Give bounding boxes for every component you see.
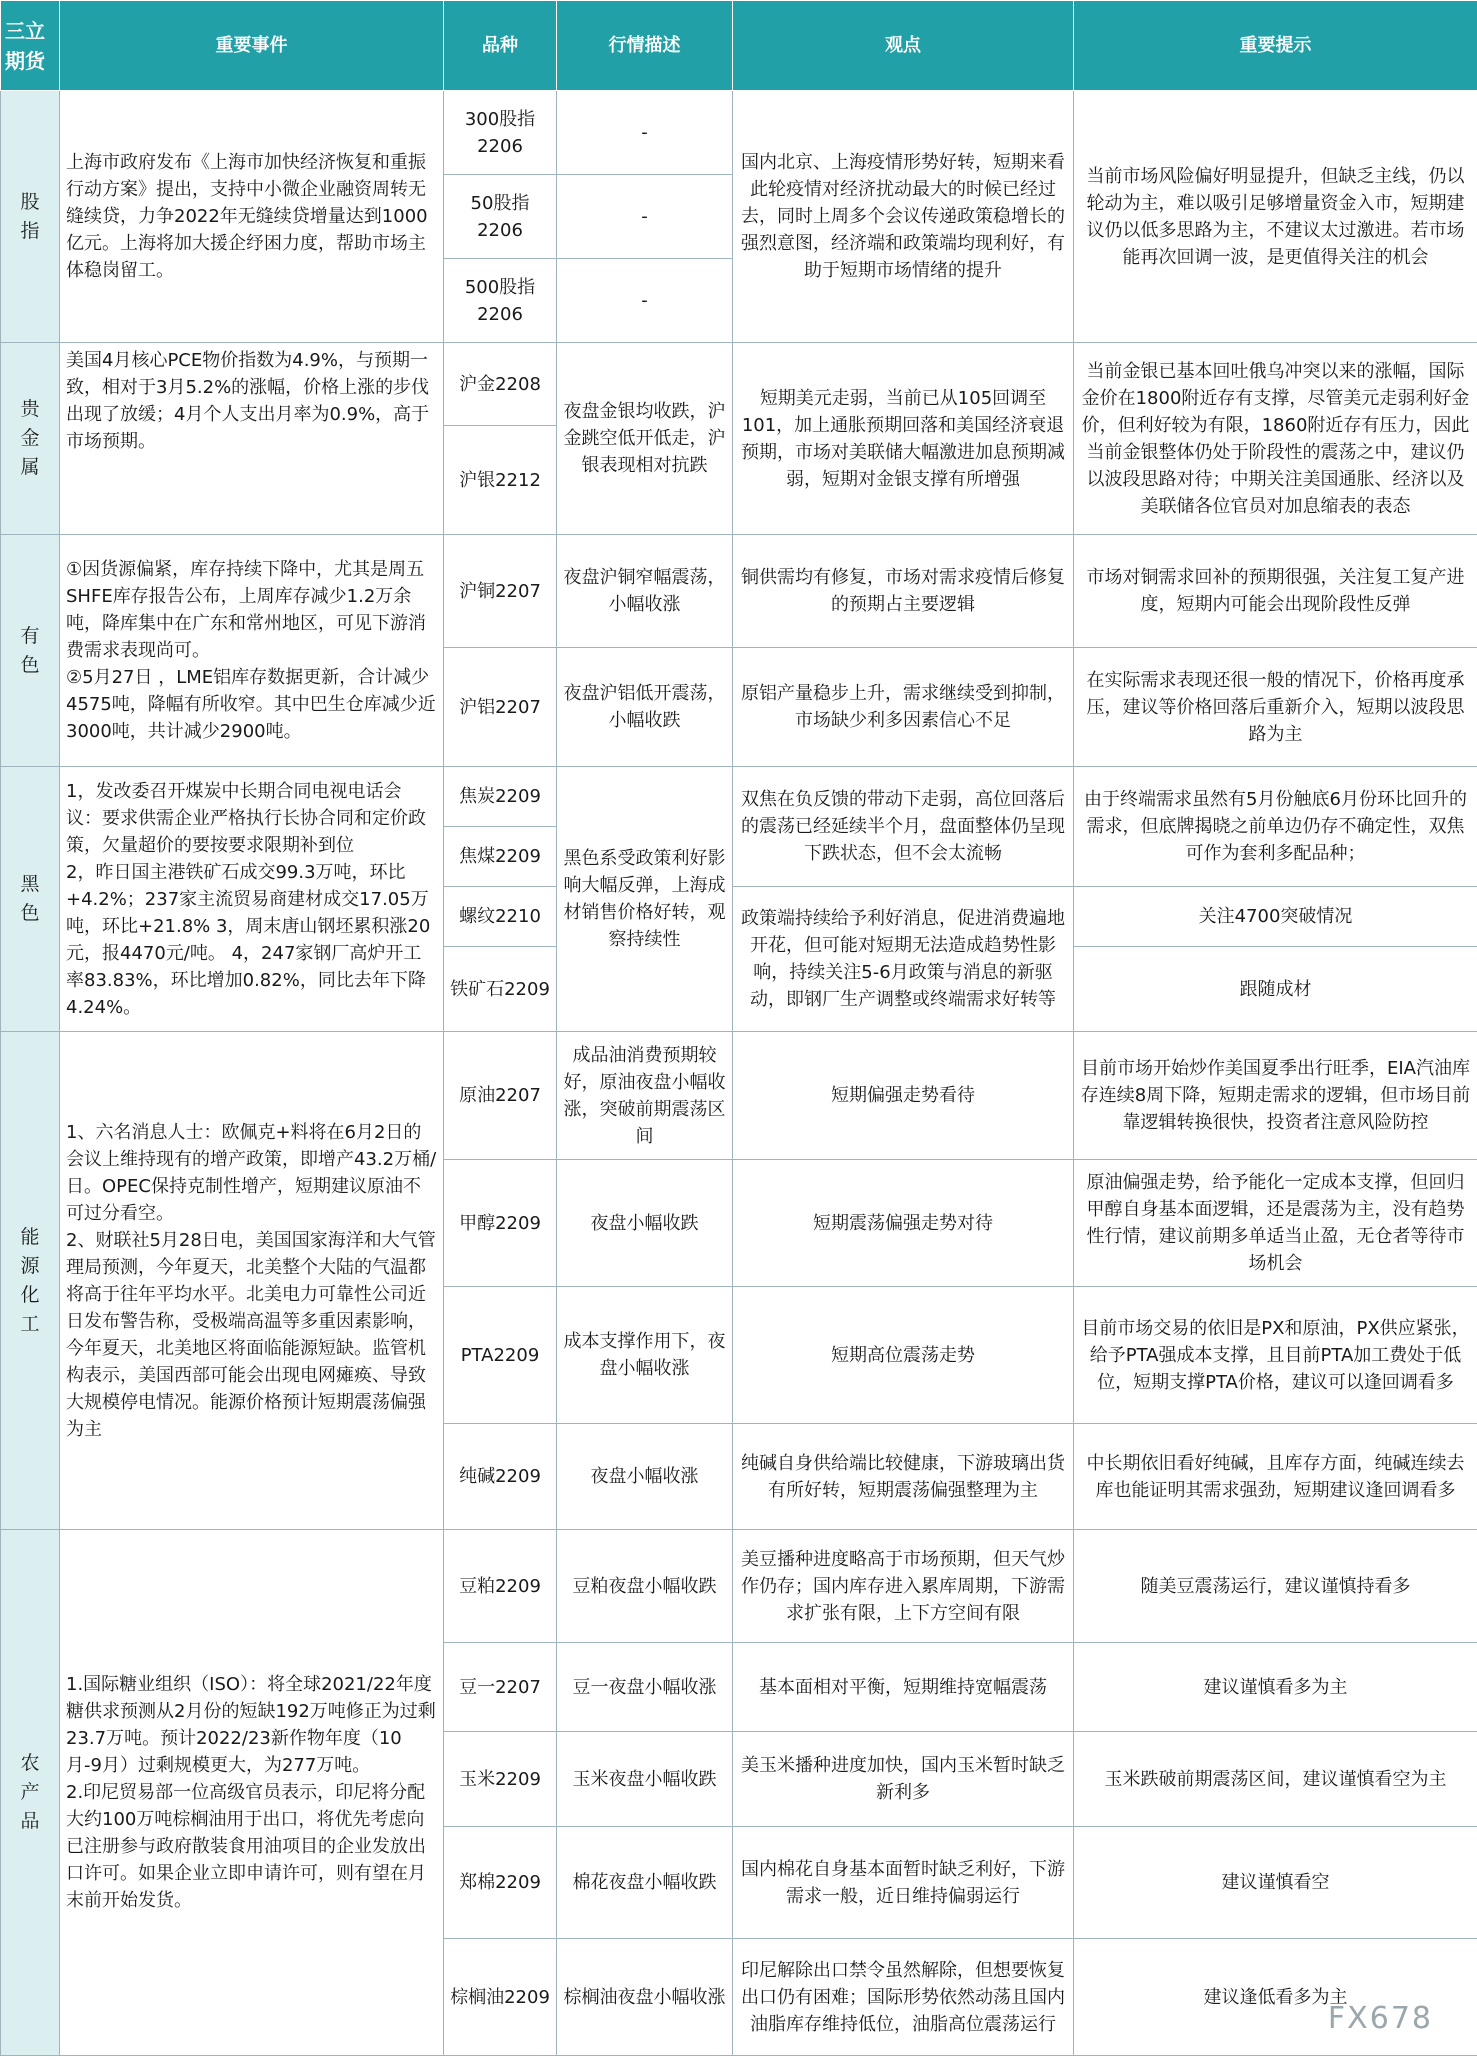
tip-cell: 建议谨慎看空 [1074,1827,1477,1939]
market-cell: 棉花夜盘小幅收跌 [557,1827,733,1939]
contract-cell: 棕榈油2209 [444,1939,557,2056]
market-cell: 夜盘沪铜窄幅震荡，小幅收涨 [557,535,733,648]
sector-label-energy: 能源化工 [1,1032,60,1530]
view-cell: 铜供需均有修复，市场对需求疫情后修复的预期占主要逻辑 [733,535,1074,648]
contract-cell: 焦煤2209 [444,827,557,887]
col-market-header: 行情描述 [557,1,733,91]
contract-cell: 500股指2206 [444,259,557,343]
table-row [1,1530,1477,1643]
table-row [1,343,1477,426]
contract-cell: 甲醇2209 [444,1160,557,1287]
view-cell: 国内棉花自身基本面暂时缺乏利好，下游需求一般，近日维持偏弱运行 [733,1827,1074,1939]
contract-cell: 原油2207 [444,1032,557,1160]
sector-label-agri: 农产品 [1,1530,60,2056]
col-contract-header: 品种 [444,1,557,91]
market-cell: - [557,91,733,175]
market-cell: 棕榈油夜盘小幅收涨 [557,1939,733,2056]
view-cell: 短期高位震荡走势 [733,1287,1074,1424]
col-event-header: 重要事件 [60,1,444,91]
tip-cell: 目前市场开始炒作美国夏季出行旺季，EIA汽油库存连续8周下降，短期走需求的逻辑，但市场目前靠逻辑转换很快，投资者注意风险防控 [1074,1032,1477,1160]
table-row [1,91,1477,175]
contract-cell: 焦炭2209 [444,767,557,827]
sector-label-nonferrous: 有色 [1,535,60,767]
view-cell: 短期偏强走势看待 [733,1032,1074,1160]
sector-label-metal: 贵金属 [1,343,60,535]
tip-cell: 建议谨慎看多为主 [1074,1643,1477,1732]
tip-metal: 当前金银已基本回吐俄乌冲突以来的涨幅，国际金价在1800附近存有支撑，尽管美元走弱利好金价，但利好较为有限，1860附近存有压力，因此当前金银整体仍处于阶段性的震荡之中，建议仍以波段思路对待；中期关注美国通胀、经济以及美联储各位官员对加息缩表的表态 [1074,343,1477,535]
view-ferrous-steel: 政策端持续给予利好消息，促进消费遍地开花，但可能对短期无法造成趋势性影响，持续关注5-6月政策与消息的新驱动，即钢厂生产调整或终端需求好转等 [733,887,1074,1032]
tip-cell: 市场对铜需求回补的预期很强，关注复工复产进度，短期内可能会出现阶段性反弹 [1074,535,1477,648]
market-cell: 成品油消费预期较好，原油夜盘小幅收涨，突破前期震荡区间 [557,1032,733,1160]
view-cell: 美豆播种进度略高于市场预期，但天气炒作仍存；国内库存进入累库周期，下游需求扩张有限，上下方空间有限 [733,1530,1074,1643]
contract-cell: 50股指2206 [444,175,557,259]
market-cell: - [557,175,733,259]
view-cell: 基本面相对平衡，短期维持宽幅震荡 [733,1643,1074,1732]
view-cell: 纯碱自身供给端比较健康，下游玻璃出货有所好转，短期震荡偏强整理为主 [733,1424,1074,1530]
brand-cell: 三立期货 [1,1,60,91]
contract-cell: 纯碱2209 [444,1424,557,1530]
sector-label-ferrous: 黑色 [1,767,60,1032]
market-cell: 夜盘小幅收涨 [557,1424,733,1530]
contract-cell: 豆一2207 [444,1643,557,1732]
view-metal: 短期美元走弱，当前已从105回调至101，加上通胀预期回落和美国经济衰退预期，市场对美联储大幅激进加息预期减弱，短期对金银支撑有所增强 [733,343,1074,535]
contract-cell: 沪铝2207 [444,648,557,767]
market-cell: 豆一夜盘小幅收涨 [557,1643,733,1732]
contract-cell: 沪银2212 [444,426,557,535]
tip-cell: 目前市场交易的依旧是PX和原油，PX供应紧张，给予PTA强成本支撑，且目前PTA加工费处于低位，短期支撑PTA价格，建议可以逢回调看多 [1074,1287,1477,1424]
table-row [1,767,1477,827]
watermark-logo: FX678 [1327,2001,1433,2036]
event-nonferrous: ①因货源偏紧，库存持续下降中，尤其是周五SHFE库存报告公布，上周库存减少1.2万余吨，降库集中在广东和常州地区，可见下游消费需求表现尚可。 ②5月27日 ，LME铝库存数据更新，合计减少4575吨，降幅有所收窄。其中巴生仓库减少近3000吨，共计减少2900吨。 [60,535,444,767]
col-tip-header: 重要提示 [1074,1,1477,91]
contract-cell: 沪金2208 [444,343,557,426]
contract-cell: 豆粕2209 [444,1530,557,1643]
tip-cell: 随美豆震荡运行，建议谨慎持看多 [1074,1530,1477,1643]
tip-ferrous-ore: 跟随成材 [1074,947,1477,1032]
tip-cell: 玉米跌破前期震荡区间，建议谨慎看空为主 [1074,1732,1477,1827]
contract-cell: 沪铜2207 [444,535,557,648]
market-metal: 夜盘金银均收跌，沪金跳空低开低走，沪银表现相对抗跌 [557,343,733,535]
table-row [1,1032,1477,1160]
event-stock: 上海市政府发布《上海市加快经济恢复和重振行动方案》提出，支持中小微企业融资周转无缝续贷，力争2022年无缝续贷增量达到1000亿元。上海将加大援企纾困力度，帮助市场主体稳岗留工。 [60,91,444,343]
header-row [1,1,1477,91]
contract-cell: 郑棉2209 [444,1827,557,1939]
tip-ferrous-rebar: 关注4700突破情况 [1074,887,1477,947]
market-cell: 豆粕夜盘小幅收跌 [557,1530,733,1643]
contract-cell: PTA2209 [444,1287,557,1424]
view-ferrous-coke: 双焦在负反馈的带动下走弱，高位回落后的震荡已经延续半个月，盘面整体仍呈现下跌状态，但不会太流畅 [733,767,1074,887]
view-cell: 印尼解除出口禁令虽然解除，但想要恢复出口仍有困难；国际形势依然动荡且国内油脂库存维持低位，油脂高位震荡运行 [733,1939,1074,2056]
market-cell: 成本支撑作用下，夜盘小幅收涨 [557,1287,733,1424]
event-ferrous: 1，发改委召开煤炭中长期合同电视电话会议：要求供需企业严格执行长协合同和定价政策，欠量超价的要按要求限期补到位 2，昨日国主港铁矿石成交99.3万吨，环比+4.2%；237家主流贸易商建材成交17.05万吨，环比+21.8% 3，周末唐山钢坯累积涨20元，报4470元/吨。 4，247家钢厂高炉开工率83.83%，环比增加0.82%，同比去年下降4.24%。 [60,767,444,1032]
tip-cell: 建议逢低看多为主 [1074,1939,1477,2056]
view-stock: 国内北京、上海疫情形势好转，短期来看此轮疫情对经济扰动最大的时候已经过去，同时上周多个会议传递政策稳增长的强烈意图，经济端和政策端均现利好，有助于短期市场情绪的提升 [733,91,1074,343]
event-energy: 1、六名消息人士：欧佩克+料将在6月2日的会议上维持现有的增产政策，即增产43.2万桶/日。OPEC保持克制性增产，短期建议原油不可过分看空。 2、财联社5月28日电，美国国家海洋和大气管理局预测，今年夏天，北美整个大陆的气温都将高于往年平均水平。北美电力可靠性公司近日发布警告称，受极端高温等多重因素影响，今年夏天，北美地区将面临能源短缺。监管机构表示，美国西部可能会出现电网瘫痪、导致大规模停电情况。能源价格预计短期震荡偏强为主 [60,1032,444,1530]
tip-cell: 中长期依旧看好纯碱，且库存方面，纯碱连续去库也能证明其需求强劲，短期建议逢回调看多 [1074,1424,1477,1530]
view-cell: 美玉米播种进度加快，国内玉米暂时缺乏新利多 [733,1732,1074,1827]
view-cell: 原铝产量稳步上升，需求继续受到抑制，市场缺少利多因素信心不足 [733,648,1074,767]
contract-cell: 玉米2209 [444,1732,557,1827]
tip-ferrous-coke: 由于终端需求虽然有5月份触底6月份环比回升的需求，但底牌揭晓之前单边仍存不确定性，双焦可作为套利多配品种； [1074,767,1477,887]
market-cell: 夜盘小幅收跌 [557,1160,733,1287]
sector-label-stock: 股指 [1,91,60,343]
market-cell: 玉米夜盘小幅收跌 [557,1732,733,1827]
contract-cell: 螺纹2210 [444,887,557,947]
view-cell: 短期震荡偏强走势对待 [733,1160,1074,1287]
market-ferrous: 黑色系受政策利好影响大幅反弹，上海成材销售价格好转，观察持续性 [557,767,733,1032]
contract-cell: 300股指2206 [444,91,557,175]
tip-cell: 原油偏强走势，给予能化一定成本支撑，但回归甲醇自身基本面逻辑，还是震荡为主，没有趋势性行情，建议前期多单适当止盈，无仓者等待市场机会 [1074,1160,1477,1287]
table-row [1,535,1477,648]
event-metal: 美国4月核心PCE物价指数为4.9%，与预期一致，相对于3月5.2%的涨幅，价格上涨的步伐出现了放缓；4月个人支出月率为0.9%，高于市场预期。 [60,343,444,535]
contract-cell: 铁矿石2209 [444,947,557,1032]
event-agri: 1.国际糖业组织（ISO）：将全球2021/22年度糖供求预测从2月份的短缺192万吨修正为过剩23.7万吨。预计2022/23新作物年度（10月-9月）过剩规模更大，为277万吨。 2.印尼贸易部一位高级官员表示，印尼将分配大约100万吨棕榈油用于出口，将优先考虑向已注册参与政府散装食用油项目的企业发放出口许可。如果企业立即申请许可，则有望在月末前开始发货。 [60,1530,444,2056]
tip-cell: 在实际需求表现还很一般的情况下，价格再度承压，建议等价格回落后重新介入，短期以波段思路为主 [1074,648,1477,767]
market-cell: - [557,259,733,343]
market-cell: 夜盘沪铝低开震荡，小幅收跌 [557,648,733,767]
col-view-header: 观点 [733,1,1074,91]
tip-stock: 当前市场风险偏好明显提升，但缺乏主线，仍以轮动为主，难以吸引足够增量资金入市，短期建议仍以低多思路为主，不建议太过激进。若市场能再次回调一波，是更值得关注的机会 [1074,91,1477,343]
